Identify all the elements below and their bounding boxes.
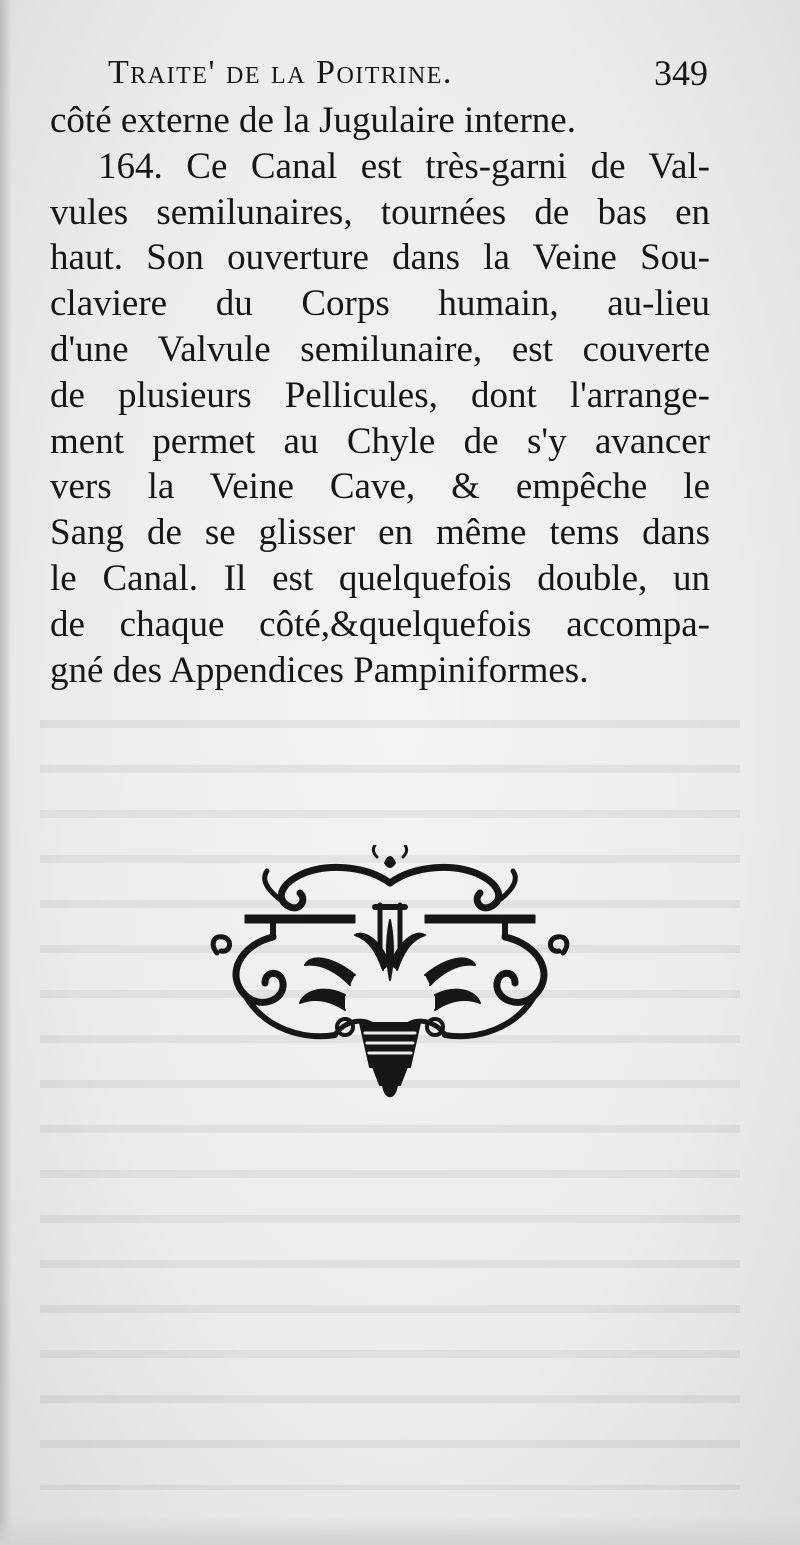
page-header [108,48,708,98]
text-line: d'une Valvule semilunaire, est couverte [50,328,710,370]
floral-tailpiece-ornament-icon [205,845,575,1110]
page-gutter-shadow [0,0,12,1545]
text-line: haut. Son ouverture dans la Veine Sou- [50,237,710,279]
text-line: de plusieurs Pellicules, dont l'arrange- [50,374,710,416]
running-title: Traite' de la Poitrine. [108,54,453,91]
text-line: côté externe de la Jugulaire interne. [50,100,576,141]
text-line: claviere du Corps humain, au-lieu [50,283,710,325]
text-line: le Canal. Il est quelquefois double, un [50,557,710,599]
text-line: vules semilunaires, tournées de bas en [50,191,710,233]
text-line: 164. Ce Canal est très-garni de Val- [98,145,710,187]
text-line: vers la Veine Cave, & empêche le [50,466,710,508]
text-line: gné des Appendices Pampiniformes. [50,649,589,691]
page-number: 349 [654,53,708,93]
text-line: de chaque côté,&quelquefois accompa- [50,603,710,645]
text-line: Sang de se glisser en même tems dans [50,512,710,554]
page-bottom-shadow [0,1517,800,1545]
body-text [50,98,710,693]
text-line: ment permet au Chyle de s'y avancer [50,420,710,462]
